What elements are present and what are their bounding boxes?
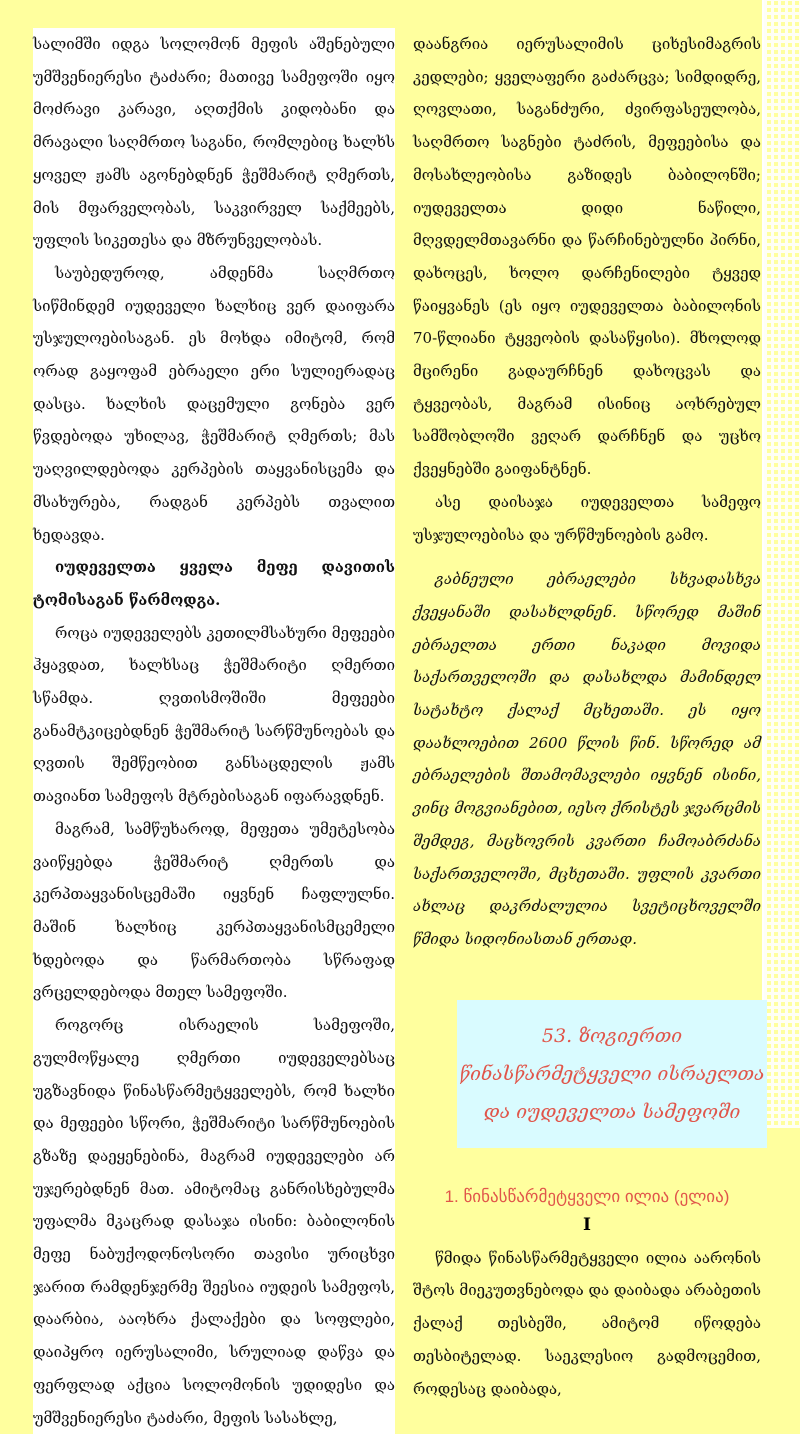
decorative-border	[764, 0, 800, 1128]
right-column	[413, 28, 765, 1405]
chapter-roman-numeral: I	[583, 1214, 591, 1235]
section-title-line: და იუდეველთა სამეფოში	[483, 1100, 741, 1123]
section-title-line: წინასწარმეტყველი ისრაელთა	[459, 1062, 765, 1085]
chapter-heading: 1. წინასწარმეტყველი ილია (ელია)	[444, 1186, 730, 1206]
border-edge	[762, 0, 764, 1128]
paragraph-bold: იუდეველთა ყველა მეფე დავითის ტომისაგან წარმოდგა.	[33, 551, 395, 616]
paragraph: სალიმში იდგა სოლომონ მეფის აშენებული უმშვენიერესი ტაძარი; მათივე სამეფოში იყო მოძრავი კარავი, აღთქმის კიდობანი და მრავალი საღმრთო საგანი, რომლებიც ხალხს ყოველ ჟამს აგონებდნენ ჭეშმარიტ ღმერთს, მის მფარველობას, საკვირველ საქმეებს, უფლის სიკეთესა და მზრუნველობას.	[33, 28, 395, 257]
paragraph: დაანგრია იერუსალიმის ციხესიმაგრის კედლები; ყველაფერი გაძარცვა; სიმდიდრე, ღოვლათი, საგანძური, ძვირფასეულობა, საღმრთო საგნები ტაძრის, მეფეებისა და მოსახლეობისა გაზიდეს ბაბილონში; იუდეველთა დიდი ნაწილი, მღვდელმთავარნი და წარჩინებულნი პირნი, დახოცეს, ხოლო დარჩენილები ტყვედ წაიყვანეს (ეს იყო იუდეველთა ბაბილონის 70-წლიანი ტყვეობის დასაწყისი). მხოლოდ მცირენი გადაურჩნენ დახოცვას და ტყვეობას, მაგრამ ისინიც აოხრებულ სამშობლოში ვეღარ დარჩნენ და უცხო ქვეყნებში გაიფანტნენ.	[413, 35, 761, 479]
left-column	[33, 28, 395, 1434]
paragraph: ასე დაისაჯა იუდეველთა სამეფო უსჯულოებისა და ურწმუნოების გამო.	[413, 492, 761, 544]
paragraph: როცა იუდეველებს კეთილმსახური მეფეები ჰყავდათ, ხალხსაც ჭეშმარიტი ღმერთი სწამდა. ღვთისმოშიში მეფეები განამტკიცებდნენ ჭეშმარიტ სარწმუნოებას და ღვთის შემწეობით განსაცდელის ჟამს თავიანთ სამეფოს მტრებისაგან იფარავდნენ.	[33, 617, 395, 813]
paragraph: საუბედუროდ, ამდენმა საღმრთო სიწმინდემ იუდეველი ხალხიც ვერ დაიფარა უსჯულოებისაგან. ეს მოხდა იმიტომ, რომ ორად გაყოფამ ებრაელი ერი სულიერადაც დასცა. ხალხის დაცემული გონება ვერ წვდებოდა უხილავ, ჭეშმარიტ ღმერთს; მას უაღვილდებოდა კერპების თაყვანისცემა და მსახურება, რადგან კერპებს თვალით ხედავდა.	[33, 257, 395, 551]
paragraph: როგორც ისრაელის სამეფოში, გულმოწყალე ღმერთი იუდეველებსაც უგზავნიდა წინასწარმეტყველებს, რომ ხალხი და მეფეები სწორი, ჭეშმარიტი სარწმუნოების გზაზე დაეყენებინა, მაგრამ იუდეველები არ უჯერებდნენ მათ. ამიტომაც განრისხებულმა უფალმა მკაცრად დასაჯა ისინი: ბაბილონის მეფე ნაბუქოდონოსორი თავისი ურიცხვი ჯარით რამდენჯერმე შეესია იუდეის სამეფოს, დაარბია, ააოხრა ქალაქები და სოფლები, დაიპყრო იერუსალიმი, სრულიად დაწვა და ფერფლად აქცია სოლომონის უდიდესი და უმშვენიერესი ტაძარი, მეფის სასახლე,	[33, 1009, 395, 1434]
paragraph-italic: გაბნეული ებრაელები სხვადასხვა ქვეყანაში დასახლდნენ. სწორედ მაშინ ებრაელთა ერთი ნაკადი მოვიდა საქართველოში და დასახლდა მამინდელ სატახტო ქალაქ მცხეთაში. ეს იყო დაახლოებით 2600 წლის წინ. სწორედ ამ ებრაელების შთამომავლები იყვნენ ისინი, ვინც მოგვიანებით, იესო ქრისტეს ჯვარცმის შემდეგ, მაცხოვრის კვართი ჩამოაბრძანა საქართველოში, მცხეთაში. უფლის კვართი ახლაც დაკრძალულია სვეტიცხოველში წმიდა სიდონიასთან ერთად.	[413, 570, 761, 948]
page	[33, 28, 765, 1427]
paragraph: წმიდა წინასწარმეტყველი ილია აარონის შტოს მიეკუთვნებოდა და დაიბადა არაბეთის ქალაქ თესბეში, ამიტომ იწოდება თესბიტელად. საეკლესიო გადმოცემით, როდესაც დაიბადა,	[413, 1248, 761, 1398]
paragraph: მაგრამ, სამწუხაროდ, მეფეთა უმეტესობა ვაიწყებდა ჭეშმარიტ ღმერთს და კერპთაყვანისცემაში იყვნენ ჩაფლულნი. მაშინ ხალხიც კერპთაყვანისმცემელი ხდებოდა და წარმართობა სწრაფად ვრცელდებოდა მთელ სამეფოში.	[33, 813, 395, 1009]
section-title-line: 53. ზოგიერთი	[541, 1024, 683, 1047]
section-title-box	[457, 1000, 767, 1148]
